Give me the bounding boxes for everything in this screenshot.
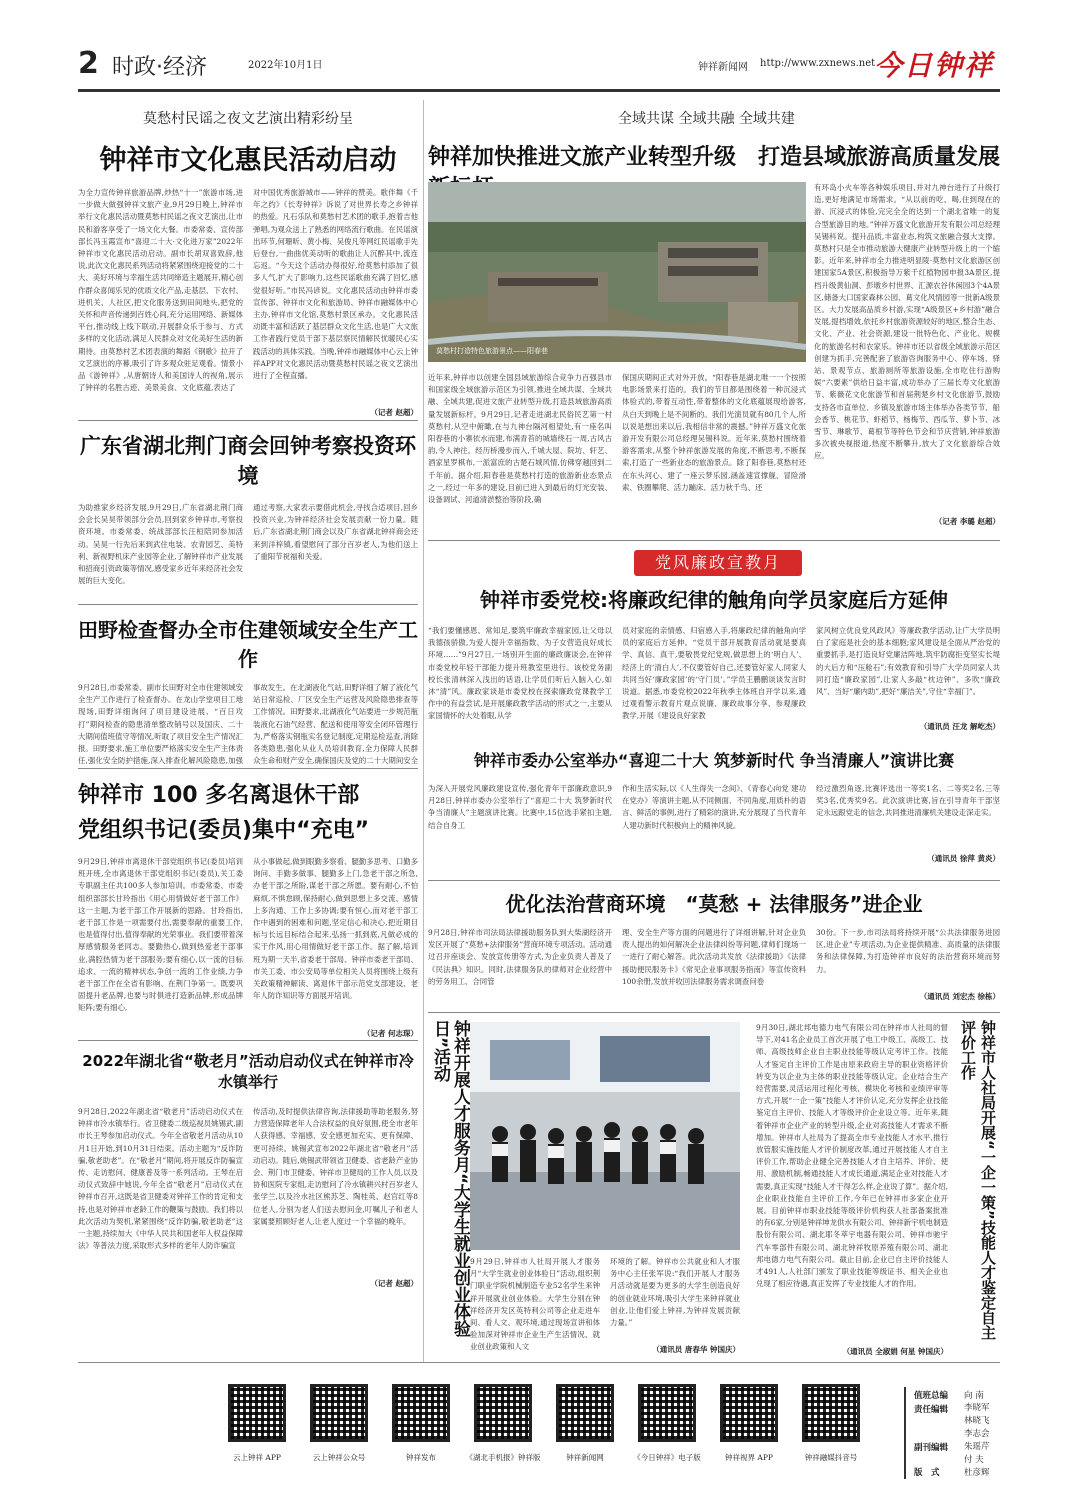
article-title: 优化法治营商环境 “莫愁 + 法律服务”进企业 bbox=[505, 892, 923, 916]
article-speech-contest bbox=[428, 748, 1000, 876]
qr-label: 钟祥发布 bbox=[406, 1453, 436, 1462]
qr-label: 云上钟祥公众号 bbox=[312, 1453, 366, 1462]
qr-label: 钟祥新闻网 bbox=[566, 1453, 604, 1462]
article-kicker: 莫愁村民谣之夜文艺演出精彩纷呈 bbox=[143, 111, 353, 127]
article-body: 9月28日,市委常委、副市长田野对全市住建领域安全生产工作进行了检查督办。在龙山学堂项目工地现场,田野详细询问了项目建设进展、“百日攻打”期间检查的隐患清单整改销号以及国庆、二十大期间值班值守等情况,听取了项目安全生产情况汇报。田野要求,施工单位要严格落实安全生产主体责任,强化安全防护措施,深入排查化解风险隐患,加强 bbox=[78, 683, 243, 766]
article-body: 传活动,及时提供法律咨询,法律援助等助老服务,努力营造保障老年人合法权益的良好氛围,使全市老年人获得感、幸福感、安全感更加充实、更有保障、更可持续。姚锡武宣布2022年湖北省“敬老月”活动启动。随后,姚锡武带领省卫健委、省老龄产业协会、荆门市卫健委、钟祥市卫健局的工作人员,以及协和医院专家组,走访慰问了冷水镇耕兴村百岁老人张学兰,以及冷水社区熊苏芝、陶桂英、赵官红等8位老人,分别为老人们送去慰问金,叮嘱儿子和老人家属要照顾好老人,让老人度过一个幸福的晚年。 bbox=[253, 1107, 418, 1226]
article-title: 党组织书记(委员)集中“充电” bbox=[78, 818, 370, 843]
article-tourism-col-right bbox=[814, 182, 1000, 532]
article-byline: （通讯员 全淑娟 何星 钟国庆） bbox=[842, 1347, 948, 1356]
article-retired-cadres bbox=[78, 778, 418, 1038]
article-chamber-visit bbox=[78, 430, 418, 600]
article-body: 9月30日,湖北邦电德力电气有限公司在钟祥市人社局的督导下,对41名企业员工首次开展了电工中级工、高级工、技师、高级技师企业自主职业技能等级认定考评工作。技能人才鉴定自主评价工作是由原来政府主导的职业资格评价转变为以企业为主体的职业技能等级认定。企业结合生产经营需要,灵活运用过程化考核、模块化考核和业绩评审等方式,开展“一企一策”技能人才评价认定,充分发挥企业技能鉴定自主评价、技能人才等级评价企业设立等。近年来,随着钟祥市企业产业的转型升级,企业对高技能人才需求不断增加。钟祥市人社局为了提高全市专业技能人才水平,推行放管服实施技能人才评价制度改革,通过开展技能人才自主评价工作,帮助企业健全完善技能人才自主培养、评价、使用、激励机制,畅通技能人才成长通道,满足企业对技能人才需要,真正实现“技能人才干得怎么样,企业说了算”。据介绍,企业职业技能自主评价工作,今年已在钟祥市多家企业开展。目前钟祥市职业技能等级评价机构获人社部备案批准的有6家,分别是钟祥坤龙供水有限公司、钟祥新宇机电制造股份有限公司、湖北耶冬萃宇电器有限公司、钟祥市驰宇汽车零部件有限公司、湖北钟祥牧原养殖有限公司、湖北邦电德力电气有限公司。截止目前,企业已自主评价技能人才491人,人社部门颁发了职业技能等级证书、相关企业也兑现了相应待遇,真正发挥了专业技能人才的作用。 bbox=[756, 1023, 948, 1289]
qr-label: 云上钟祥 APP bbox=[233, 1453, 281, 1462]
article-elderly-month bbox=[78, 1050, 418, 1360]
staff-name: 杜彦辉 bbox=[964, 1468, 990, 1478]
article-safety-inspection bbox=[78, 614, 418, 766]
article-body: “我们要懂感恩、常知足,要筑牢廉政幸福家园,让父母以我德孩骄傲,为爱人提升幸福指数、为子女营造良好成长环境……”9月27日,一场别开生面的廉政廉谈会,在钟祥市委党校年轻干部能力提升班教室里进行。该校党务副校长张清林深入浅出的话语,让学员们听后入脑入心,如沐“清”风。廉政家谈是市委党校在探索廉政党课教学工作中的有益尝试,是开展廉政教学活动的形式之一,主要从家国情怀的大处着眼,从学 bbox=[428, 626, 612, 721]
clean-governance-banner: 党风廉政宣教月 bbox=[634, 550, 802, 576]
article-skills-evaluation bbox=[756, 1022, 948, 1360]
article-byline: （记者 李璐 赵超） bbox=[934, 517, 1000, 526]
article-title: 钟祥市委办公室举办“喜迎二十大 筑梦新时代 争当清廉人”演讲比赛 bbox=[473, 751, 955, 770]
site-url[interactable]: http://www.zxnews.net bbox=[760, 58, 876, 69]
qr-code[interactable] bbox=[310, 1384, 368, 1442]
qr-code[interactable] bbox=[720, 1384, 778, 1442]
article-kicker: 全域共谋 全域共融 全域共建 bbox=[618, 111, 795, 127]
article-body: 有环岛小火车等各种娱乐项目,并对九神台进行了升级打造,更好地满足市场需求。“从以前的吃、喝,住到现在的游、沉浸式的体验,完完全全的达到一个湖北省唯一的复合型旅游目的地。”钟祥万盛文化旅游开发有限公司总经理吴锡科说。提升品质,丰富业态,构筑文旅融合强大支撑。莫愁村只是全市推动旅游大健康产业转型升级上的一个缩影。近年来,钟祥市全力推进明显陵·莫愁村文化旅游区创建国家5A景区,积极指导万紫千红植物园申报3A景区,提档升级黄仙洞、彭墩乡村世界、汇源农谷休闲园3个4A景区,储备大口国家森林公园、葛文化风情园等一批新A级景区。大力发展高品质乡村游,实现“A级景区+乡村游”融合发展,提档增效,依托乡村旅游资源较好的地区,整合生态、文化、产业、社会资源,建设一批特色化、产业化、规模化的旅游名村和农家乐。钟祥市还以省级全域旅游示范区创建为抓手,完善配套了旅游咨询服务中心、停车场、驿站、景观节点、旅游厕所等旅游设施,全市吃住行游购娱“六要素”供给日益丰富,成功举办了三届长寿文化旅游节、紫薇花文化旅游节和首届荆楚乡村文化旅游节,鼓励支持各市直单位、乡镇及旅游市场主体举办各类节节、船会香节、桃花节、虾稻节、杨梅节、西瓜节、萝卜节、冰雪节、琳歌节、葛根节等特色节会和节庆营销,钟祥旅游多次被央视报道,热度不断攀升,放大了文化旅游综合效应。 bbox=[814, 183, 1000, 461]
staff-name: 付 夫 bbox=[964, 1455, 984, 1465]
article-title-vertical: 钟祥开展人才服务月“大学生就业创业体验日”活动 bbox=[430, 1020, 470, 1338]
article-title: 田野检查督办全市住建领域安全生产工作 bbox=[78, 618, 418, 671]
article-body: 30份。下一步,市司法局将持续开展“公共法律服务进园区,进企业”专项活动,为企业提供精准、高质量的法律服务和法律保障,为打造钟祥市良好的法治营商环境而努力。 bbox=[816, 928, 1000, 974]
qr-label: 《湖北手机报》钟祥版 bbox=[465, 1453, 541, 1462]
qr-label: 钟祥视界 APP bbox=[725, 1453, 773, 1462]
page-number: 2 bbox=[78, 46, 99, 81]
article-byline: （通讯员 徐萍 黄炎） bbox=[927, 854, 1000, 863]
qr-label: 《今日钟祥》电子版 bbox=[633, 1453, 701, 1462]
newspaper-logo: 今日钟祥 bbox=[873, 49, 994, 82]
article-party-school bbox=[428, 584, 1000, 734]
article-title: 广东省湖北荆门商会回钟考察投资环境 bbox=[80, 434, 416, 488]
section-name: 时政·经济 bbox=[112, 55, 207, 80]
article-body: 环境的了解。钟祥市公共就业和人才服务中心主任张军说:“我们开展人才服务月活动就是要为更多的大学生创造良好的创业就业环境,吸引大学生来钟祥就业创业,让他们爱上钟祥,为钟祥发展贡献力量。” bbox=[610, 1257, 740, 1328]
article-body: 9月28日,钟祥市司法局法律援助服务队到大柴湖经济开发区开展了“莫愁+法律服务”营商环境专项活动。活动通过召开座谈会、发放宣传册等方式,为企业负责人普及了《民法典》知识。同时,法律服务队的律师对企业经营中的劳务用工、合同管 bbox=[428, 928, 612, 986]
article-body: 家风树立优良党风政风》等廉政教学活动,让广大学员明白了家庭是社会的基本细胞;家风建设是全面从严治党的重要抓手,是打造良好党廉洁阵地,筑牢防腐拒变坚实长堤的大后方和“压舱石”;有效教育和引导广大学员同家人共同打造“廉政家园”,让家人多敲“枕边钟”、多吹“廉政风”、当好“廉内助”,把好“廉洁关”,守住“幸福门”。 bbox=[816, 626, 1000, 697]
article-body: 通过考察,大家表示要借此机会,寻找合适项目,回乡投资兴业,为钟祥经济社会发展贡献一份力量。随后,广东省湖北荆门商会以及广东省湖北钟祥商会还来到洋梓镇,看望慰问了部分百岁老人,为他们送上了重阳节祝福和关爱。 bbox=[253, 503, 418, 561]
article-talent-month-body bbox=[470, 1256, 740, 1360]
staff-name: 林晓飞 bbox=[964, 1416, 990, 1426]
qr-code[interactable] bbox=[392, 1384, 450, 1442]
article-byline: （记者 赵超） bbox=[370, 408, 418, 417]
qr-code[interactable] bbox=[638, 1384, 696, 1442]
article-title: 钟祥市文化惠民活动启动 bbox=[99, 145, 397, 176]
qr-code[interactable] bbox=[802, 1384, 860, 1442]
article-title: 钟祥市委党校:将廉政纪律的触角向学员家庭后方延伸 bbox=[480, 588, 948, 612]
article-body: 9月28日,2022年湖北省“敬老月”活动启动仪式在钟祥市冷水镇举行。省卫健委二级巡视员姚锡武,副市长王琴参加启动仪式。今年全省敬老月活动从10月1日开始,到10月31日结束。活动主题为“反诈防骗,敬老助老”。在“敬老月”期间,将开展反诈防骗宣传、走访慰问、健康普及等一系列活动。王琴在启动仪式致辞中她说,今年全省“敬老月”启动仪式在钟祥市召开,这既是省卫健委对钟祥工作的肯定和支持,也是对钟祥市老龄工作的鞭策与鼓励。我们将以此次活动为契机,紧紧围绕“反诈防骗,敬老助老”这一主题,持续加大《中华人民共和国老年人权益保障法》等普法力度,采取形式多样的老年人防诈骗宣 bbox=[78, 1107, 243, 1251]
staff-name: 向 南 bbox=[964, 1391, 984, 1401]
staff-name: 朱瑶芹 bbox=[964, 1442, 990, 1452]
article-body: 从小事做起,做到眼勤多察看、腿勤多思考、口勤多询问、手勤多做事、腿勤多上门,急老干部之所急,办老干部之所盼,谋老干部之所愿。要有耐心,不怕麻烦,不惧怠顾,保持耐心,做到思想上多交流、感情上多沟通、工作上多协调;要有恒心,而对老干部工作中遇到的困难和问题,坚定信心和决心,把近期目标与长远目标结合起来,弘扬一抓到底,凡做必成的实干作风,用心用情做好老干部工作。据了解,培训班为期一天半,省委老干部局、钟祥市委老干部局、市关工委、市公安局等单位相关人员将围绕上级有关政策精神解读、离退休干部示范党支部建设、老年人防诈知识等方面展开培训。 bbox=[253, 857, 418, 1001]
article-culture-event bbox=[78, 108, 418, 418]
article-legal-services bbox=[428, 888, 1000, 1008]
article-body: 对中国优秀旅游城市——钟祥的赞美。歌伴舞《千年之约》《长寿钟祥》诉说了对世界长寿之乡钟祥的热爱。凡石乐队和莫愁村艺术团的歌手,抱着吉他弹唱,为观众送上了熟悉的网络流行歌曲。在民谣演出环节,何珊昕、黄小梅、吴俊凡等网红民谣歌手先后登台,一曲曲优美动听的歌曲让人沉醉其中,流连忘返。“今天这个活动办得很好,给莫愁村添加了很多人气,扩大了影响力,这些民谣歌曲充满了回忆,感觉很好听。”市民冯谚说。文化惠民活动由钟祥市委宣传部、钟祥市文化和旅游局、钟祥市融媒体中心主办,钟祥市文化馆,莫愁村景区承办。文化惠民活动既丰富和活跃了基层群众文化生活,也是广大文旅工作者践行党员干部下基层察民情解民忧暖民心实践活动的具体实践。当晚,钟祥市融媒体中心云上钟祥APP对文化惠民活动暨莫愁村民谣之夜文艺演出进行了全程直播。 bbox=[253, 188, 418, 381]
students-photo bbox=[470, 1022, 740, 1250]
article-body: 9月29日,钟祥市离退休干部党组织书记(委员)培训班开班,全市离退休干部党组织书记(委员),关工委专职副主任共100多人参加培训。市委常委、市委组织部部长甘玲指出《用心用情做好老干部工作》这一主题,为老干部工作开展新的思路。甘玲指出,老干部工作是一项需要付出,需要奉献的重要工作,也是值得付出,值得奉献的光荣事业。我们要带着深厚感情服务老同志。要勤热心,做到热爱老干部事业,满腔热情为老干部服务;要有细心,以一流的目标追求、一流的精神状态,争创一流的工作业绩,力争老干部工作在全省有影响、在荆门争第一。既要巩固提升老品牌,也要与时俱进打造新品牌,形成品牌矩阵;要有细心, bbox=[78, 857, 243, 1013]
article-byline: （通讯员 唐春华 钟国庆） bbox=[652, 1345, 740, 1354]
article-body: 9月29日,钟祥市人社局开展人才服务月“大学生就业创业体验日”活动,组织荆门职业学院机械制造专业52名学生来钟祥开展就业创业体验。大学生分别在钟祥经济开发区英特利公司等企业走进车间、看人文、观环境,通过现场宣讲和体验加深对钟祥市企业生产生活情况、就业创业政策和人文 bbox=[470, 1257, 600, 1352]
article-body: 保国庆期间正式对外开放。“阳春巷是湖北唯一一个按照电影场景来打造的。我们的节目都是围绕着一种沉浸式体验式的,带着互动性,带着整体的文化底蕴展现给游客,从白天到晚上是不间断的。我们光演员就有80几个人,所以说是想出来以后,我相信非常的震撼。”钟祥万盛文化旅游开发有限公司总经理吴锡科说。近年来,莫愁村围绕着游客需求,从整个钟祥旅游发展的角度,不断思考,不断探索,打造了一些新业态的旅游景点。除了阳春巷,莫愁村还在东头河心、建了一座云梦乐园,涵盖速宣撑舰、冒险滑索、铁圈攀爬、活力蹦床、活力秋千鸟、还 bbox=[622, 373, 806, 492]
staff-label: 值班总编 bbox=[914, 1391, 949, 1401]
staff-label: 责任编辑 bbox=[914, 1405, 949, 1415]
qr-code[interactable] bbox=[556, 1384, 614, 1442]
issue-date: 2022年10月1日 bbox=[248, 60, 323, 71]
staff-label: 版 式 bbox=[914, 1468, 940, 1478]
staff-label: 副刊编辑 bbox=[914, 1443, 949, 1453]
article-body: 理、安全生产等方面的问题进行了详细讲解,针对企业负责人提出的如何解决企业法律纠纷等问题,律师们现场一一进行了耐心解答。此次活动共发放《法律援助》《法律援助便民服务卡》《常见企业事项服务指南》等宣传资料100余册,发放并收回法律服务需求调查问卷 bbox=[622, 928, 806, 986]
staff-name: 李志会 bbox=[964, 1429, 990, 1439]
article-title: 2022年湖北省“敬老月”活动启动仪式在钟祥市冷水镇举行 bbox=[82, 1052, 414, 1091]
article-body: 作和生活实际,以《人生得失一念间》、《青春心向党 建功在党办》等演讲主题,从不同侧面、不同角度,用质朴的语言、鲜活的事例,进行了精彩的演讲,充分展现了当代青年人建功新时代积极向上的精神风貌。 bbox=[622, 784, 806, 830]
qr-code[interactable] bbox=[228, 1384, 286, 1442]
article-body: 为助推家乡经济发展,9月29日,广东省湖北荆门商会会长吴昊带领部分会员,回到家乡钟祥市,考察投资环境。市委常委、统战部部长汪桓陪同参加活动。吴昊一行先后来到武住电装、农青园艺、美特利、新视野机床产业园等企业,了解钟祥市产业发展和招商引资政策等情况,感受家乡近年来经济社会发展的巨大变化。 bbox=[78, 503, 243, 586]
article-byline: （通讯员 刘宏杰 徐栋） bbox=[919, 992, 1000, 1001]
article-body: 为深入开展党风廉政建设宣传,强化青年干部廉政意识,9月28日,钟祥市委办公室举行了“喜迎二十大 筑梦新时代 争当清廉人”主题演讲比赛。比赛中,15位选手紧扣主题,结合自身工 bbox=[428, 784, 612, 830]
qr-code-row bbox=[220, 1384, 890, 1474]
masthead bbox=[78, 40, 1000, 92]
photo-village-aerial bbox=[428, 182, 806, 362]
qr-code[interactable] bbox=[474, 1384, 532, 1442]
article-tourism-lower bbox=[428, 372, 806, 532]
photo-students-visit bbox=[470, 1022, 740, 1250]
article-title-vertical: 钟祥市人社局开展“一企一策”技能人才鉴定自主评价工作 bbox=[959, 1020, 997, 1340]
article-body: 经过激烈角逐,比赛评选出一等奖1名、二等奖2名,三等奖3名,优秀奖9名。此次演讲比赛,旨在引导青年干部坚定永远跟党走的信念,共同推进清廉机关建设走深走实。 bbox=[816, 784, 1000, 818]
article-body: 近年来,钟祥市以创建全国县域旅游综合竞争力百强县市和国家级全域旅游示范区为引领,推进全域共谋、全域共融、全域共建,促进文旅产业转型升级,打造县域旅游高质量发展新标杆。9月29日,记者走进湖北民俗民艺第一村莫愁村,从空中俯瞰,在与九神台隔河相望处,有一座名叫阳春巷的小寨依水而建,布满青苔的城墙绕石一周,古风古韵,令人神往。经历桥漫步而入,千城大屋、院坊、轩艺、酒家星罗棋布,一派富庶的古楚石城风情,仿佛穿越回到二千年前。据介绍,阳春巷是莫愁村打造的旅游新业态景点之一,经过一年多的建设,目前已进入到最后的灯光安装、设备调试、河道清淤整治等阶段,确 bbox=[428, 373, 612, 505]
article-byline: （记者 何志琛） bbox=[362, 1029, 418, 1038]
site-name: 钟祥新闻网 bbox=[698, 62, 748, 73]
article-title: 钟祥市 100 多名离退休干部 bbox=[78, 783, 360, 808]
article-byline: （通讯员 汪龙 解屹杰） bbox=[919, 722, 1000, 731]
article-body: 事故发生。在北湖液化气站,田野详细了解了液化气站日常巡检、厂区安全生产运营及风险隐患排查等工作情况。田野要求,北湖液化气站要进一步规范瓶装液化石油气经营、配送和使用等安全闭环管理行为,严格落实钢瓶实名登记制度,定期巡检巡查,消除各类隐患,强化从业人员培训教育,全力保障人民群众生命和财产安全,确保国庆及党的二十大期间安全 bbox=[253, 683, 418, 766]
article-body: 员对家庭的亲情感、归宿感入手,将廉政纪律的触角向学员的家庭后方延伸。“党员干部开展教育活动就是要真学、真信、真干,要敬畏党纪党规,做思想上的‘明白人’、经济上的‘清白人’,不仅要管好自己,还要管好家人,同家人共同当好‘廉政家园’的‘守门员’。”学员王鹏鹏谈谈发言时说道。据悉,市委党校2022年秋季主体班自开学以来,通过观看警示教育片观点说廉、廉政故事分享、参观廉政教学,开展《建设良好家教 bbox=[622, 626, 806, 721]
article-byline: （记者 赵超） bbox=[370, 1279, 418, 1288]
staff-name: 李晓军 bbox=[964, 1403, 990, 1413]
tourism-photo bbox=[428, 182, 806, 362]
article-body: 为全力宣传钟祥旅游品牌,炒热“十一”旅游市场,进一步做大做强钟祥文旅产业,9月29日晚上,钟祥市举行文化惠民活动暨莫愁村民谣之夜文艺演出,让市民和游客享受了一场文化大餐。市委常委、宣传部部长冯玉霞宣布“喜迎二十大·文化进万家”2022年钟祥市文化惠民活动启动。副市长胡双喜致辞,他说,此次文化惠民系列活动将紧紧围绕迎接党的二十大、美好环境与幸福生活共同缔造主题展开,精心创作群众喜闻乐见的优质文化产品,走基层、下农村、进机关、人社区,把文化服务送到田间地头,把党的关怀和声音传递到百姓心间,充分运用网络、新媒体平台,推动线上线下联动,开展群众乐于参与、方式多样的文化活动,满足人民群众对文化美好生活的新期待。由莫愁村艺术团表演的舞蹈《钢歌》拉开了文艺演出的序幕,吸引了许多观众驻足观看。情景小品《游钟祥》,从唐朝诗人和美国诗人的视角,展示了钟祥的名胜古迹、美景美食、文化底蕴,表达了 bbox=[78, 188, 243, 393]
staff-credits bbox=[904, 1387, 1000, 1479]
photo-caption: 莫愁村打造特色旅游景点——阳春巷 bbox=[436, 347, 548, 355]
qr-label: 钟祥融媒抖音号 bbox=[804, 1453, 858, 1462]
article-title: 钟祥加快推进文旅产业转型升级 打造县域旅游高质量发展 bbox=[428, 145, 1000, 170]
